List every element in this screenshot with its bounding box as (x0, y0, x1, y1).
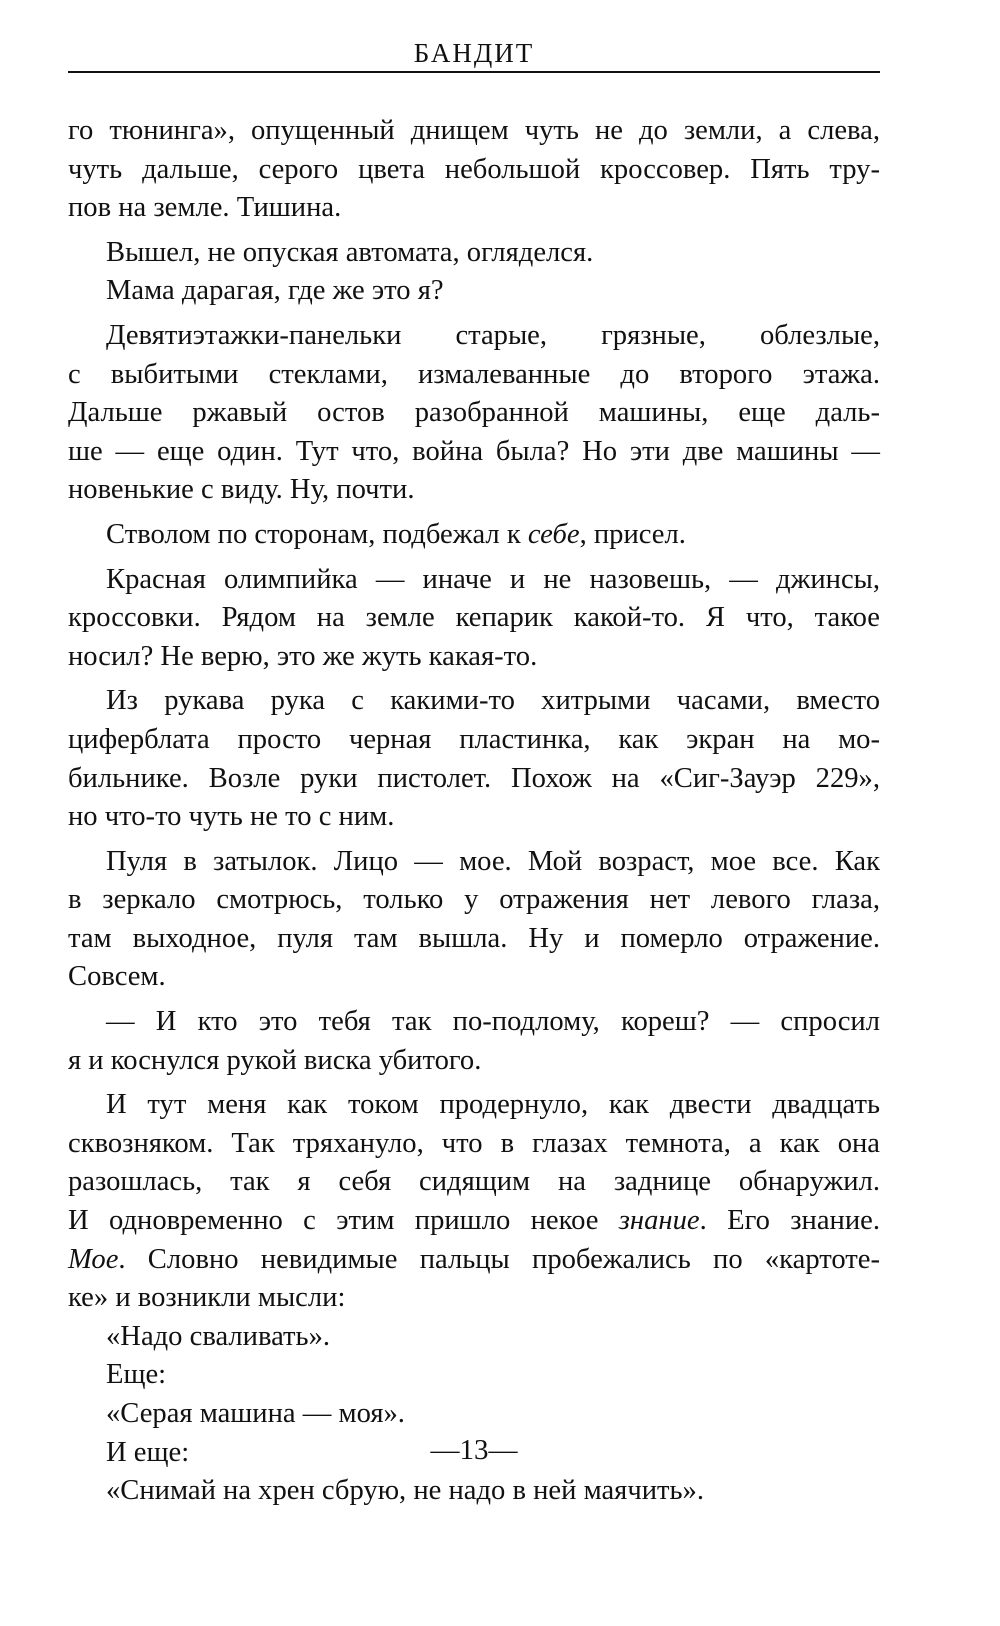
text-line: Девятиэтажки-панельки старые, грязные, облезлые, (106, 319, 880, 351)
text-line: сквозняком. Так тряхануло, что в глазах темнота, а как она (68, 1127, 880, 1159)
italic-run: себе (527, 518, 580, 550)
text-run: . Его знание. (699, 1205, 880, 1237)
text-line: в зеркало смотрюсь, только у отражения нет левого глаза, (68, 884, 880, 916)
text-line: там выходное, пуля там вышла. Ну и померло отражение. (68, 922, 880, 954)
text-line: циферблата просто черная пластинка, как экран на мо- (68, 723, 880, 755)
text-line: Из рукава рука с какими-то хитрыми часами, вместо (106, 685, 880, 717)
text-run: И одновременно с этим пришло некое (68, 1205, 619, 1237)
text-line: — И кто это тебя так по-подлому, кореш? — спросил (106, 1006, 880, 1038)
text-line: го тюнинга», опущенный днищем чуть не до земли, а слева, (68, 115, 880, 146)
text-line: с выбитыми стеклами, измалеванные до второго этажа. (68, 358, 880, 390)
body-text (68, 112, 880, 1511)
text-line: ше — еще один. Тут что, война была? Но эти две машины — (68, 435, 880, 467)
text-line: ке» и возникли мысли: (68, 1282, 346, 1314)
text-line: Совсем. (68, 961, 166, 993)
text-line: Мама дарагая, где же это я? (106, 275, 444, 307)
text-line: Пуля в затылок. Лицо — мое. Мой возраст, мое все. Как (106, 845, 880, 877)
text-line: кроссовки. Рядом на земле кепарик какой-то. Я что, такое (68, 602, 880, 634)
text-line: бильнике. Возле руки пистолет. Похож на «Сиг-Зауэр 229», (68, 762, 880, 794)
book-page (68, 0, 880, 1626)
text-line: И еще: (106, 1436, 190, 1468)
text-line: разошлась, так я себя сидящим на заднице обнаружил. (68, 1166, 880, 1198)
italic-run: знание (618, 1205, 700, 1237)
text-line: носил? Не верю, это же жуть какая-то. (68, 640, 538, 672)
italic-run: Мое (68, 1243, 119, 1275)
text-line: Вышел, не опуская автомата, огляделся. (106, 236, 594, 268)
text-line: И тут меня как током продернуло, как двести двадцать (106, 1089, 880, 1121)
text-run: . Словно невидимые пальцы пробежались по «картоте- (118, 1243, 880, 1275)
text-line: Дальше ржавый остов разобранной машины, еще даль- (68, 397, 880, 429)
page-number: —13— (430, 1434, 518, 1466)
text-line: «Надо сваливать». (106, 1320, 331, 1352)
text-run: Стволом по сторонам, подбежал к (106, 518, 528, 550)
text-line (68, 1202, 880, 1241)
text-run: , присел. (579, 518, 686, 550)
text-line: «Серая машина — моя». (106, 1398, 405, 1429)
text-line (68, 516, 880, 555)
text-line: но что-то чуть не то с ним. (68, 801, 395, 833)
text-line: Еще: (106, 1359, 167, 1391)
text-line (68, 1241, 880, 1280)
text-line: чуть дальше, серого цвета небольшой кроссовер. Пять тру- (68, 153, 880, 185)
text-line: я и коснулся рукой виска убитого. (68, 1044, 482, 1076)
text-line: Красная олимпийка — иначе и не назовешь, — джинсы, (106, 563, 880, 595)
header-rule (68, 71, 880, 73)
text-line: новенькие с виду. Ну, почти. (68, 474, 415, 506)
text-line: «Снимай на хрен сбрую, не надо в ней маячить». (106, 1475, 704, 1507)
text-line: пов на земле. Тишина. (68, 192, 342, 224)
running-head: БАНДИТ (413, 38, 535, 68)
